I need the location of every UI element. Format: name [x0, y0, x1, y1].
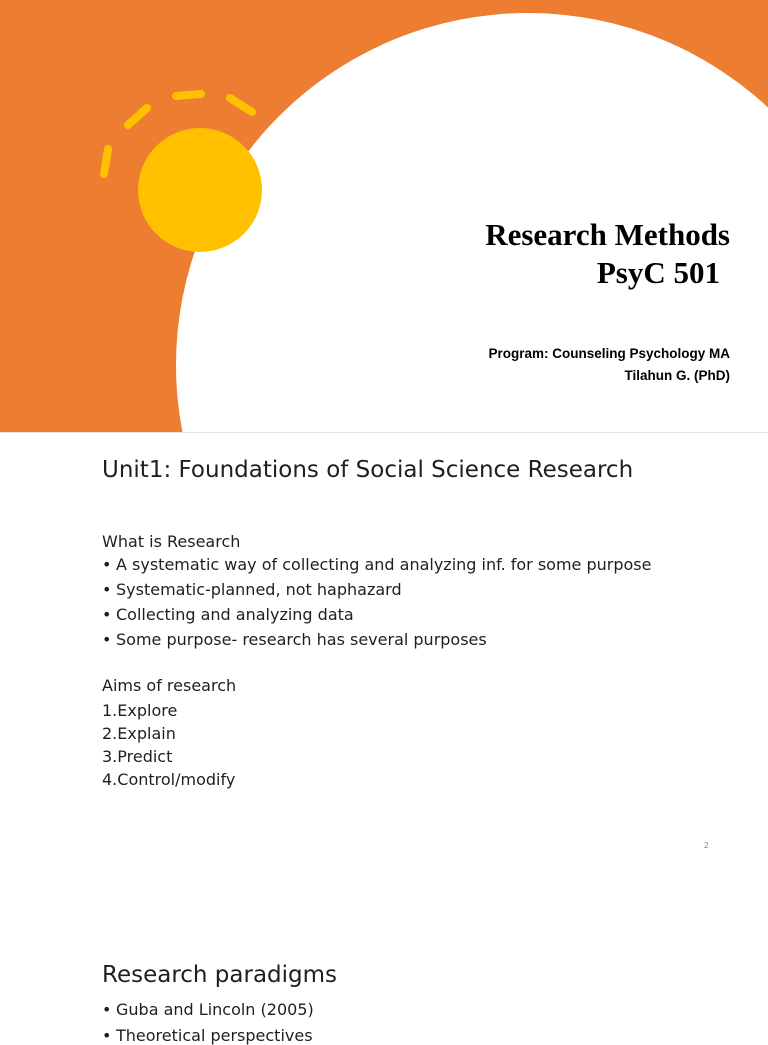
presentation-subtitle — [488, 343, 730, 387]
program-label: Program: Counseling Psychology MA — [488, 346, 730, 361]
list-item: 4.Control/modify — [102, 770, 236, 789]
presentation-title — [485, 216, 730, 292]
paradigms-list — [102, 1002, 702, 1044]
list-item: 3.Predict — [102, 747, 173, 766]
list-item: • Theoretical perspectives — [102, 1028, 702, 1044]
list-item: • A systematic way of collecting and analyzing inf. for some purpose — [102, 557, 702, 573]
slide-body — [102, 531, 702, 791]
list-item: 2.Explain — [102, 724, 176, 743]
what-is-research-heading: What is Research — [102, 532, 241, 551]
unit1-slide — [0, 433, 768, 865]
list-item: 1.Explore — [102, 701, 178, 720]
research-definition-list — [102, 557, 702, 648]
aims-heading: Aims of research — [102, 676, 237, 695]
instructor-label: Tilahun G. (PhD) — [624, 368, 730, 383]
slide-title: Research paradigms — [102, 962, 338, 988]
title-slide — [0, 0, 768, 432]
paradigms-slide — [0, 866, 768, 1045]
aims-list — [102, 699, 702, 791]
title-line-course: Research Methods — [485, 217, 730, 252]
slide-title: Unit1: Foundations of Social Science Research — [102, 457, 634, 483]
page-number: 2 — [704, 841, 709, 850]
list-item: • Collecting and analyzing data — [102, 607, 702, 623]
list-item: • Some purpose- research has several purposes — [102, 632, 702, 648]
sun-icon — [138, 128, 262, 252]
slide-body — [102, 992, 702, 1044]
list-item: • Systematic-planned, not haphazard — [102, 582, 702, 598]
title-line-code: PsyC 501 — [596, 255, 720, 290]
list-item: • Guba and Lincoln (2005) — [102, 1002, 702, 1018]
